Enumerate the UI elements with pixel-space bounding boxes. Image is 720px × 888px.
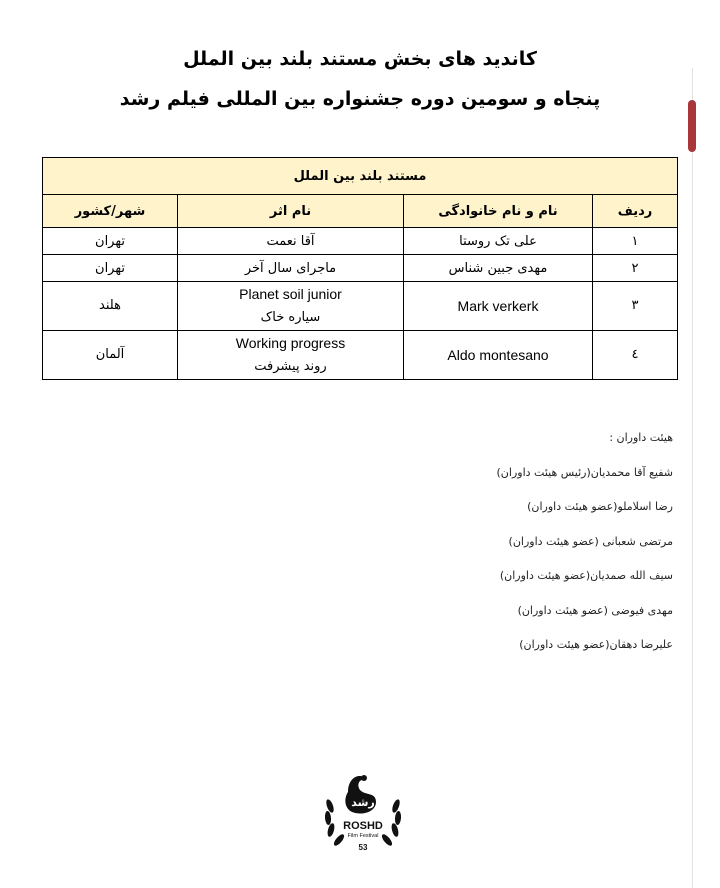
cell-row-number: ۳ <box>593 282 678 331</box>
header-row-number: ردیف <box>593 195 678 228</box>
cell-work: آقا نعمت <box>178 228 404 255</box>
cell-city: آلمان <box>43 331 178 380</box>
cell-city: هلند <box>43 282 178 331</box>
cell-work <box>178 282 404 331</box>
logo-subtitle: Film Festival <box>347 833 379 839</box>
festival-logo <box>318 766 408 856</box>
jury-member: مهدی فیوضی (عضو هیئت داوران) <box>517 603 673 617</box>
cell-city: تهران <box>43 255 178 282</box>
cell-work: ماجرای سال آخر <box>178 255 404 282</box>
work-title-latin: Working progress <box>235 335 346 351</box>
cell-name: علی تک روستا <box>404 228 593 255</box>
jury-member: مرتضی شعبانی (عضو هیئت داوران) <box>508 534 673 548</box>
header-city: شهر/کشور <box>43 195 178 228</box>
table-row <box>43 282 678 331</box>
candidates-table <box>42 157 678 380</box>
name-latin: Mark verkerk <box>457 298 539 314</box>
logo-edition: 53 <box>358 843 368 852</box>
jury-member: شفیع آقا محمدیان(رئیس هیئت داوران) <box>496 465 673 479</box>
jury-member: رضا اسلاملو(عضو هیئت داوران) <box>527 500 673 513</box>
jury-list <box>273 428 673 670</box>
cell-name: مهدی جبین شناس <box>404 255 593 282</box>
logo-brand-persian: رشد <box>351 796 375 809</box>
cell-work <box>178 331 404 380</box>
jury-member: علیرضا دهقان(عضو هیئت داوران) <box>519 638 673 651</box>
jury-member: سیف الله صمدیان(عضو هیئت داوران) <box>499 569 673 582</box>
cell-name <box>404 331 593 380</box>
cell-city: تهران <box>43 228 178 255</box>
cell-row-number: ۱ <box>593 228 678 255</box>
jury-heading: هیئت داوران : <box>609 431 673 444</box>
page-edge <box>692 68 693 888</box>
work-title-persian: روند پیشرفت <box>254 359 327 374</box>
header-name: نام و نام خانوادگی <box>404 195 593 228</box>
table-row <box>43 255 678 282</box>
header-work: نام اثر <box>178 195 404 228</box>
cell-name <box>404 282 593 331</box>
document-subtitle: پنجاه و سومین دوره جشنواره بین المللی فیلم رشد <box>119 88 601 110</box>
work-title-persian: سیاره خاک <box>260 310 321 325</box>
work-title-latin: Planet soil junior <box>239 286 342 302</box>
cell-row-number: ٤ <box>593 331 678 380</box>
table-row <box>43 331 678 380</box>
table-caption: مستند بلند بین الملل <box>43 158 678 195</box>
table-row <box>43 228 678 255</box>
cell-row-number: ۲ <box>593 255 678 282</box>
document-title: کاندید های بخش مستند بلند بین الملل <box>183 48 537 70</box>
logo-brand-latin: ROSHD <box>343 820 383 832</box>
name-latin: Aldo montesano <box>447 347 549 363</box>
laurel-emblem-icon <box>318 766 408 856</box>
